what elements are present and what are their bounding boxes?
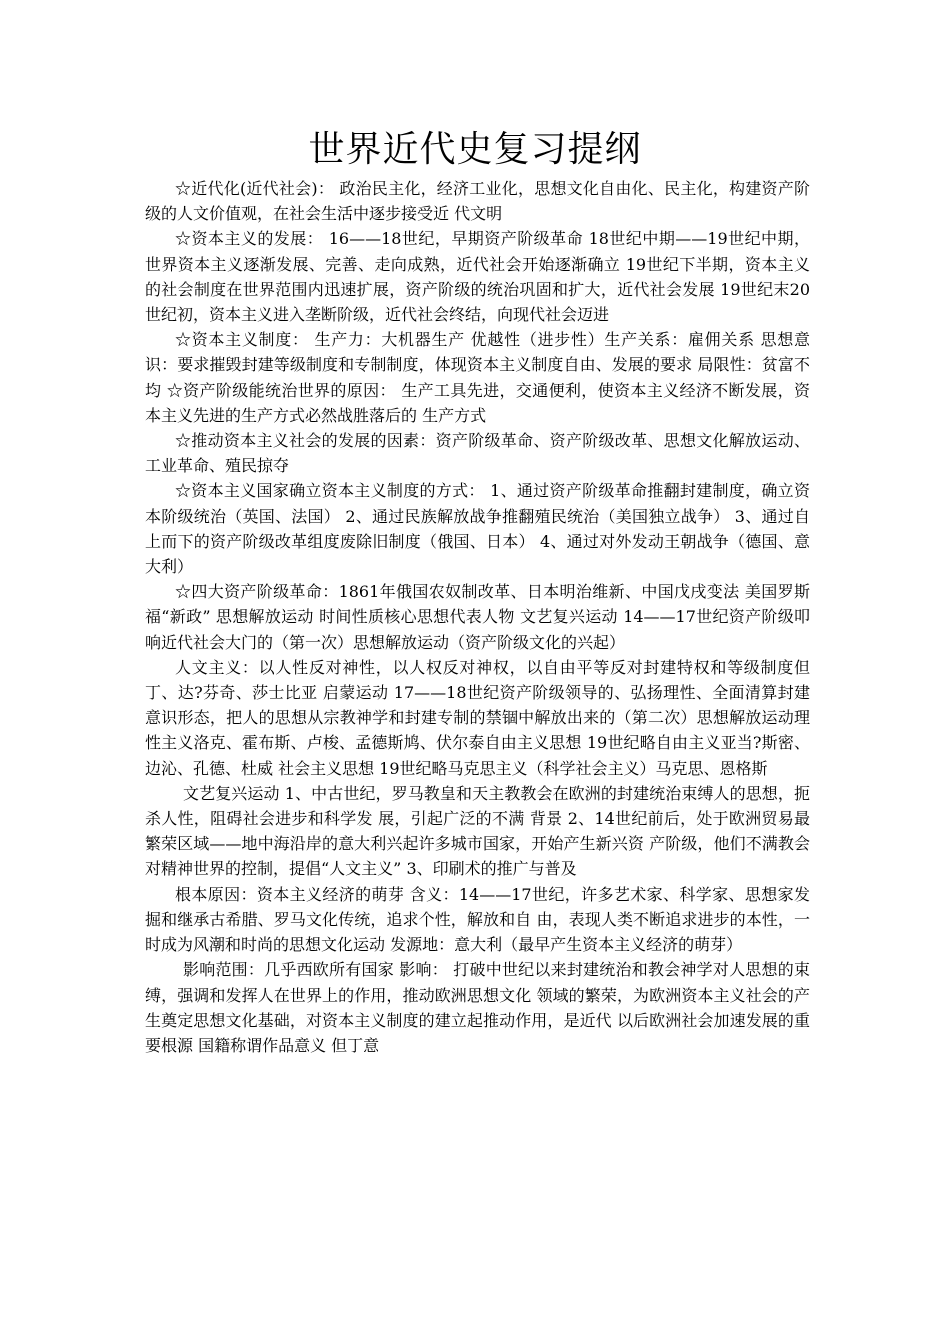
paragraph-root-cause: 根本原因：资本主义经济的萌芽 含义：14——17世纪，许多艺术家、科学家、思想家发掘和继承古希腊、罗马文化传统，追求个性，解放和自 由，表现人类不断追求进步的本性，一时成为风潮和时尚的思想文化运动 发源地：意大利（最早产生资本主义经济的萌芽） [145, 884, 810, 955]
paragraph-four-reforms: ☆四大资产阶级革命：1861年俄国农奴制改革、日本明治维新、中国戊戌变法 美国罗斯福“新政” 思想解放运动 时间性质核心思想代表人物 文艺复兴运动 14——17世纪资产阶级叩响近代社会大门的（第一次）思想解放运动（资产阶级文化的兴起） [145, 582, 810, 652]
paragraph-modernization: ☆近代化(近代社会)： 政治民主化，经济工业化，思想文化自由化、民主化，构建资产阶级的人文价值观，在社会生活中逐步接受近 代文明 [145, 179, 810, 224]
document-title: 世界近代史复习提纲 [308, 129, 642, 170]
paragraph-humanism: 人文主义：以人性反对神性，以人权反对神权，以自由平等反对封建特权和等级制度但丁、达?芬奇、莎士比亚 启蒙运动 17——18世纪资产阶级领导的、弘扬理性、全面清算封建意识形态，把人的思想从宗教神学和封建专制的禁锢中解放出来的（第二次）思想解放运动理性主义洛克、霍布斯、卢梭、孟德斯鸠、伏尔泰自由主义思想 19世纪略自由主义亚当?斯密、边沁、孔德、杜威 社会主义思想 19世纪略马克思主义（科学社会主义）马克思、恩格斯 [145, 657, 810, 778]
paragraph-influence: 影响范围：几乎西欧所有国家 影响： 打破中世纪以来封建统治和教会神学对人思想的束缚，强调和发挥人在世界上的作用，推动欧洲思想文化 领域的繁荣，为欧洲资本主义社会的产生奠定思想文化基础，对资本主义制度的建立起推动作用，是近代 以后欧洲社会加速发展的重要根源 国籍称谓作品意义 但丁意 [145, 960, 810, 1055]
document-body [145, 176, 810, 1058]
paragraph-driving-factors: ☆推动资本主义社会的发展的因素：资产阶级革命、资产阶级改革、思想文化解放运动、工业革命、殖民掠夺 [145, 431, 810, 476]
paragraph-renaissance-background: 文艺复兴运动 1、中古世纪，罗马教皇和天主教教会在欧洲的封建统治束缚人的思想，扼杀人性，阻碍社会进步和科学发 展，引起广泛的不满 背景 2、14世纪前后，处于欧洲贸易最繁荣区域——地中海沿岸的意大利兴起许多城市国家，开始产生新兴资 产阶级，他们不满教会对精神世界的控制，提倡“人文主义” 3、印刷术的推广与普及 [145, 783, 810, 879]
paragraph-capitalism-development: ☆资本主义的发展： 16——18世纪，早期资产阶级革命 18世纪中期——19世纪中期，世界资本主义逐渐发展、完善、走向成熟，近代社会开始逐渐确立 19世纪下半期，资本主义的社会制度在世界范围内迅速扩展，资产阶级的统治巩固和扩大，近代社会发展 19世纪末20世纪初，资本主义进入垄断阶级，近代社会终结，向现代社会迈进 [145, 229, 810, 325]
paragraph-capitalist-system: ☆资本主义制度： 生产力：大机器生产 优越性（进步性）生产关系：雇佣关系 思想意识：要求摧毁封建等级制度和专制制度，体现资本主义制度自由、发展的要求 局限性：贫富不均 ☆资产阶级能统治世界的原因： 生产工具先进，交通便利，使资本主义经济不断发展，资本主义先进的生产方式必然战胜落后的 生产方式 [145, 330, 810, 425]
paragraph-establishment-methods: ☆资本主义国家确立资本主义制度的方式： 1、通过资产阶级革命推翻封建制度，确立资本阶级统治（英国、法国） 2、通过民族解放战争推翻殖民统治（美国独立战争） 3、通过自上而下的资产阶级改革组度废除旧制度（俄国、日本） 4、通过对外发动王朝战争（德国、意大利） [145, 481, 810, 577]
